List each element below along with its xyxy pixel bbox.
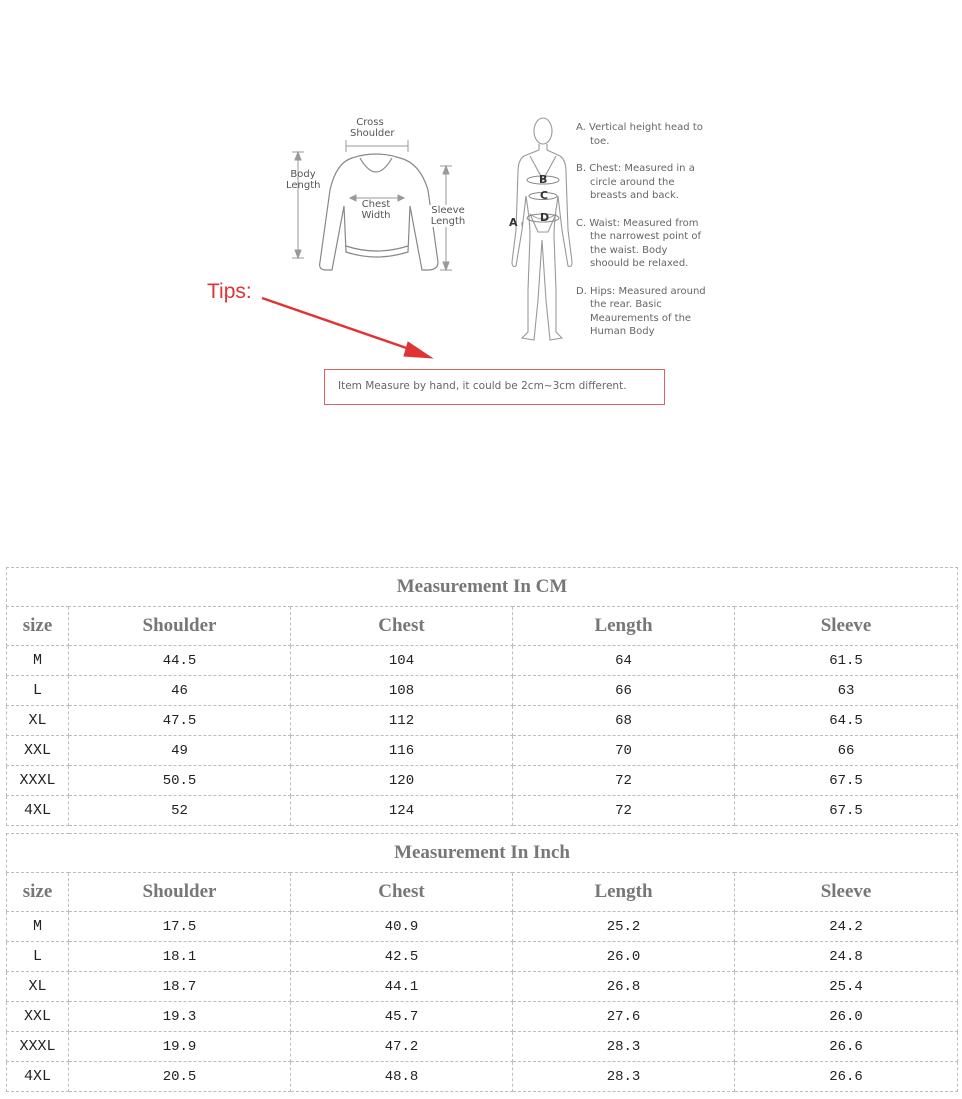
cell-length: 70	[513, 736, 735, 766]
cell-size: XL	[7, 706, 69, 736]
cell-sleeve: 63	[735, 676, 958, 706]
cell-chest: 112	[291, 706, 513, 736]
cell-sleeve: 26.6	[735, 1032, 958, 1062]
cell-size: XXXL	[7, 766, 69, 796]
measurement-notes	[576, 121, 706, 353]
cell-chest: 47.2	[291, 1032, 513, 1062]
chest-width-label-line2: Width	[361, 210, 391, 221]
table-row	[7, 1032, 958, 1062]
size-table-inch	[6, 833, 958, 1092]
table-row	[7, 766, 958, 796]
header-shoulder: Shoulder	[69, 607, 291, 646]
cell-sleeve: 66	[735, 736, 958, 766]
cell-shoulder: 47.5	[69, 706, 291, 736]
cell-shoulder: 18.7	[69, 972, 291, 1002]
cell-sleeve: 67.5	[735, 766, 958, 796]
cell-shoulder: 20.5	[69, 1062, 291, 1092]
chest-width-label-line1: Chest	[361, 199, 391, 210]
cell-length: 25.2	[513, 912, 735, 942]
cross-shoulder-label	[350, 117, 395, 139]
header-length: Length	[513, 607, 735, 646]
point-b-label: B	[539, 173, 548, 186]
table-row	[7, 1002, 958, 1032]
cell-sleeve: 24.2	[735, 912, 958, 942]
cell-sleeve: 64.5	[735, 706, 958, 736]
cell-chest: 44.1	[291, 972, 513, 1002]
sleeve-length-label-line2: Length	[430, 216, 466, 227]
cell-sleeve: 67.5	[735, 796, 958, 826]
point-a-label: A	[509, 216, 518, 229]
header-sleeve: Sleeve	[735, 607, 958, 646]
cell-size: M	[7, 646, 69, 676]
cell-length: 72	[513, 796, 735, 826]
point-c-label: C	[540, 189, 549, 202]
table-row	[7, 736, 958, 766]
table-row	[7, 676, 958, 706]
table-row	[7, 796, 958, 826]
header-size: size	[7, 607, 69, 646]
cell-shoulder: 52	[69, 796, 291, 826]
cell-chest: 42.5	[291, 942, 513, 972]
human-figure	[512, 118, 572, 340]
chest-width-label	[358, 199, 394, 221]
cell-chest: 40.9	[291, 912, 513, 942]
note-a: A. Vertical height head to toe.	[576, 122, 703, 147]
cell-length: 64	[513, 646, 735, 676]
header-shoulder: Shoulder	[69, 873, 291, 912]
cell-shoulder: 46	[69, 676, 291, 706]
cell-shoulder: 50.5	[69, 766, 291, 796]
cell-size: L	[7, 942, 69, 972]
cell-size: XL	[7, 972, 69, 1002]
cell-shoulder: 44.5	[69, 646, 291, 676]
body-length-label	[286, 169, 320, 191]
cell-chest: 108	[291, 676, 513, 706]
cell-size: L	[7, 676, 69, 706]
note-b: B. Chest: Measured in a circle around the breasts and back.	[576, 163, 695, 201]
header-sleeve: Sleeve	[735, 873, 958, 912]
cell-length: 28.3	[513, 1032, 735, 1062]
cell-shoulder: 17.5	[69, 912, 291, 942]
header-chest: Chest	[291, 873, 513, 912]
cell-chest: 120	[291, 766, 513, 796]
note-d: D. Hips: Measured around the rear. Basic Meaurements of the Human Body	[576, 285, 706, 337]
header-size: size	[7, 873, 69, 912]
cell-length: 26.0	[513, 942, 735, 972]
body-length-label-line2: Length	[286, 180, 321, 191]
cell-chest: 48.8	[291, 1062, 513, 1092]
tips-label: Tips:	[207, 280, 252, 303]
table-row	[7, 1062, 958, 1092]
table-row	[7, 646, 958, 676]
table-row	[7, 912, 958, 942]
cell-length: 26.8	[513, 972, 735, 1002]
body-length-arrow	[292, 152, 304, 258]
cell-size: XXL	[7, 1002, 69, 1032]
tip-box: Item Measure by hand, it could be 2cm~3cm different.	[324, 369, 665, 405]
table-row	[7, 706, 958, 736]
cell-size: XXL	[7, 736, 69, 766]
cell-sleeve: 26.0	[735, 1002, 958, 1032]
cell-chest: 104	[291, 646, 513, 676]
cell-chest: 116	[291, 736, 513, 766]
cell-length: 72	[513, 766, 735, 796]
body-length-label-line1: Body	[290, 169, 316, 180]
cell-shoulder: 49	[69, 736, 291, 766]
cell-length: 27.6	[513, 1002, 735, 1032]
cell-length: 68	[513, 706, 735, 736]
tips-arrow	[262, 298, 432, 358]
cell-length: 66	[513, 676, 735, 706]
cell-chest: 45.7	[291, 1002, 513, 1032]
cell-sleeve: 61.5	[735, 646, 958, 676]
cross-shoulder-arrow	[346, 140, 408, 152]
cell-size: 4XL	[7, 1062, 69, 1092]
sleeve-length-label	[428, 205, 468, 227]
cross-shoulder-label-line2: Shoulder	[350, 128, 395, 139]
header-row	[7, 607, 958, 646]
table-row	[7, 942, 958, 972]
header-length: Length	[513, 873, 735, 912]
cell-shoulder: 19.3	[69, 1002, 291, 1032]
cell-shoulder: 18.1	[69, 942, 291, 972]
table-row	[7, 972, 958, 1002]
note-c: C. Waist: Measured from the narrowest point of the waist. Body shoould be relaxed.	[576, 217, 701, 269]
cell-sleeve: 26.6	[735, 1062, 958, 1092]
table-title: Measurement In CM	[7, 568, 958, 607]
header-row	[7, 873, 958, 912]
cell-sleeve: 24.8	[735, 942, 958, 972]
cell-size: 4XL	[7, 796, 69, 826]
header-chest: Chest	[291, 607, 513, 646]
point-d-label: D	[540, 211, 550, 224]
size-table-cm	[6, 567, 958, 826]
cell-chest: 124	[291, 796, 513, 826]
cell-length: 28.3	[513, 1062, 735, 1092]
cell-sleeve: 25.4	[735, 972, 958, 1002]
cell-size: M	[7, 912, 69, 942]
cell-size: XXXL	[7, 1032, 69, 1062]
cell-shoulder: 19.9	[69, 1032, 291, 1062]
sleeve-length-label-line1: Sleeve	[431, 205, 465, 216]
cross-shoulder-label-line1: Cross	[356, 117, 384, 128]
table-title: Measurement In Inch	[7, 834, 958, 873]
